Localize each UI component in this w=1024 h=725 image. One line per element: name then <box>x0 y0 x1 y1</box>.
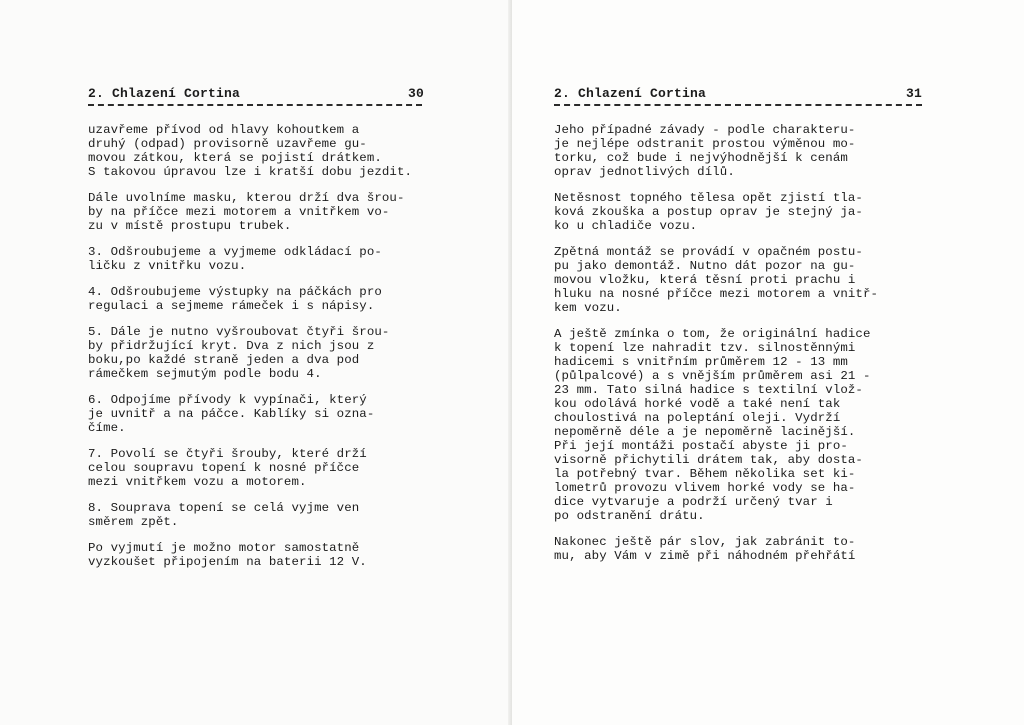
right-page-number: 31 <box>905 86 922 101</box>
right-paragraph: Zpětná montáž se provádí v opačném postu- pu jako demontáž. Nutno dát pozor na gu- movou vložku, která těsní proti prachu i hluku na nosné příčce mezi motorem a vnitř- kem vozu. <box>554 245 879 315</box>
left-paragraph: uzavřeme přívod od hlavy kohoutkem a druhý (odpad) provisorně uzavřeme gu- movou zátkou, která se pojistí drátkem. S takovou úpravou lze i kratší dobu jezdit. <box>88 123 413 179</box>
left-page-body <box>88 123 488 581</box>
left-paragraph: 5. Dále je nutno vyšroubovat čtyři šrou- by přidržující kryt. Dva z nich jsou z boku,po každé straně jeden a dva pod rámečkem sejmutým podle bodu 4. <box>88 325 390 381</box>
left-header-rule <box>88 104 422 106</box>
right-page-header <box>554 86 922 104</box>
right-paragraph: Nakonec ještě pár slov, jak zabránit to- mu, aby Vám v zimě při náhodném přehřátí <box>554 535 856 563</box>
left-paragraph: Po vyjmutí je možno motor samostatně vyzkoušet připojením na baterii 12 V. <box>88 541 367 569</box>
left-paragraph: 6. Odpojíme přívody k vypínači, který je uvnitř a na páčce. Kablíky si ozna- číme. <box>88 393 375 435</box>
right-paragraph: Jeho případné závady - podle charakteru- je nejlépe odstranit prostou výměnou mo- torku, což bude i nejvýhodnější k cenám oprav jednotlivých dílů. <box>554 123 856 179</box>
left-paragraph: 4. Odšroubujeme výstupky na páčkách pro regulaci a sejmeme rámeček i s nápisy. <box>88 285 382 313</box>
left-paragraph: 3. Odšroubujeme a vyjmeme odkládací po- ličku z vnitřku vozu. <box>88 245 382 273</box>
right-page-title: 2. Chlazení Cortina <box>554 86 707 101</box>
right-paragraph: A ještě zmínka o tom, že originální hadice k topení lze nahradit tzv. silnostěnnými hadicemi s vnitřním průměrem 12 - 13 mm (půlpalcové) a s vnějším průměrem asi 21 - 23 mm. Tato silná hadice s textilní vlož- kou odolává horké vodě a také není tak choulostivá na poleptání oleji. Vydrží nepoměrně déle a je nepoměrně lacinější. Při její montáži postačí abyste ji pro- visorně přichytili drátem tak, aby dosta- la potřebný tvar. Během několika set ki- lometrů provozu vlivem horké vody se ha- dice vytvaruje a podrží určený tvar i po odstranění drátu. <box>554 327 871 523</box>
right-header-rule <box>554 104 922 106</box>
left-paragraph: Dále uvolníme masku, kterou drží dva šrou- by na příčce mezi motorem a vnitřkem vo- zu v místě prostupu trubek. <box>88 191 405 233</box>
left-page-number: 30 <box>407 86 424 101</box>
left-page-title: 2. Chlazení Cortina <box>88 86 241 101</box>
left-paragraph: 7. Povolí se čtyři šrouby, které drží celou soupravu topení k nosné příčce mezi vnitřkem vozu a motorem. <box>88 447 367 489</box>
right-page-body <box>554 123 944 575</box>
left-paragraph: 8. Souprava topení se celá vyjme ven směrem zpět. <box>88 501 360 529</box>
right-paragraph: Netěsnost topného tělesa opět zjistí tla- ková zkouška a postup oprav je stejný ja- ko u chladiče vozu. <box>554 191 863 233</box>
left-page-header <box>88 86 424 104</box>
